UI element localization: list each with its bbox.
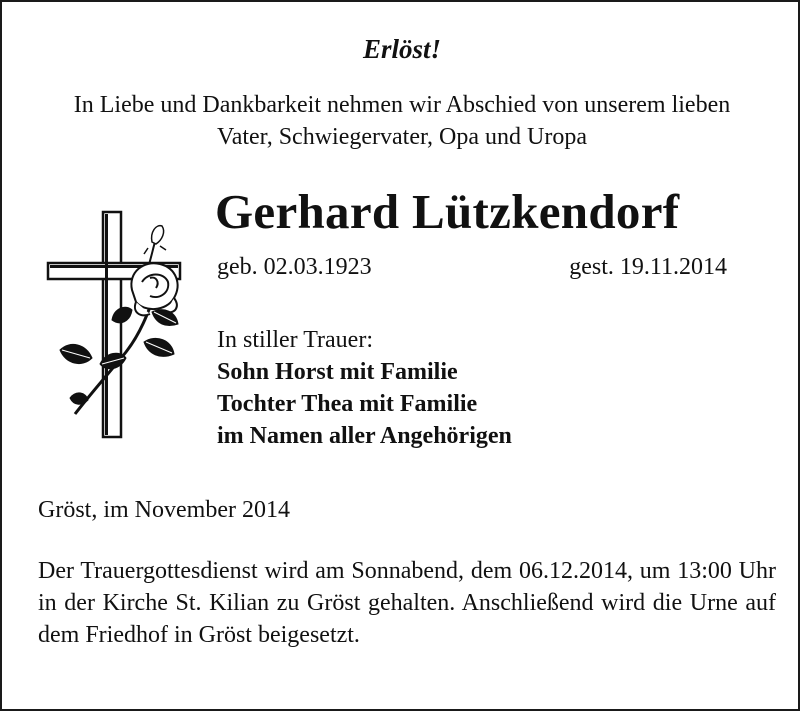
intro-line-2: Vater, Schwiegervater, Opa und Uropa: [217, 124, 587, 150]
mourning-intro: In stiller Trauer:: [217, 327, 373, 353]
deceased-name: Gerhard Lützkendorf: [215, 184, 680, 239]
place-date-line: Gröst, im November 2014: [38, 497, 290, 523]
mourner-line: im Namen aller Angehörigen: [217, 423, 512, 449]
mourner-line: Sohn Horst mit Familie: [217, 359, 458, 385]
intro-line-1: In Liebe und Dankbarkeit nehmen wir Abschied von unserem lieben: [73, 92, 731, 118]
cross-with-rose-icon: [40, 202, 190, 442]
notice-heading: Erlöst!: [362, 34, 442, 64]
service-paragraph: Der Trauergottesdienst wird am Sonnabend, dem 06.12.2014, um 13:00 Uhr in der Kirche St. Kilian zu Gröst gehalten. Anschließend wird die Urne auf dem Friedhof in Gröst beigesetzt.: [38, 558, 776, 648]
intro-text: [2, 89, 800, 153]
mourners-block: [217, 324, 512, 452]
life-dates: [217, 251, 727, 283]
death-date: gest. 19.11.2014: [569, 254, 727, 280]
mourner-line: Tochter Thea mit Familie: [217, 391, 478, 417]
birth-date: geb. 02.03.1923: [217, 254, 372, 280]
